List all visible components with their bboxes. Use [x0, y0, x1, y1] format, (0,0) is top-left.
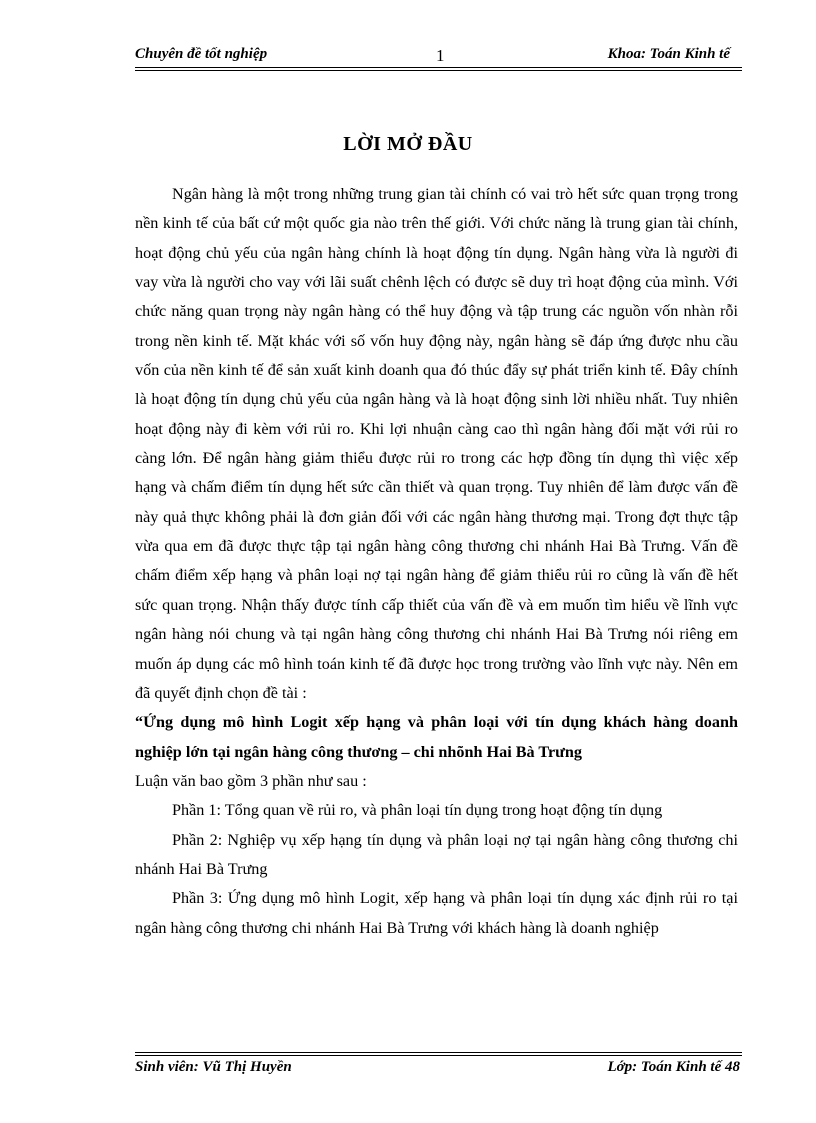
footer-student: Sinh viên: Vũ Thị Huyền — [135, 1059, 292, 1075]
footer-class: Lớp: Toán Kinh tế 48 — [607, 1059, 740, 1075]
header-divider-thin — [135, 70, 742, 71]
header-faculty: Khoa: Toán Kinh tế — [607, 46, 730, 62]
page-header — [135, 44, 742, 68]
part-2-description: Phần 2: Nghiệp vụ xếp hạng tín dụng và phân loại nợ tại ngân hàng công thương chi nhánh Hai Bà Trưng — [135, 830, 738, 878]
header-divider — [135, 67, 742, 68]
footer-divider-thin — [135, 1052, 742, 1053]
footer-divider — [135, 1055, 742, 1056]
structure-intro: Luận văn bao gồm 3 phần như sau : — [135, 771, 367, 790]
header-document-type: Chuyên đề tốt nghiệp — [135, 46, 268, 62]
intro-paragraph: Ngân hàng là một trong những trung gian tài chính có vai trò hết sức quan trọng trong nền kinh tế của bất cứ một quốc gia nào trên thế giới. Với chức năng là trung gian tài chính, hoạt động chủ yếu của ngân hàng chính là hoạt động tín dụng. Ngân hàng vừa là người đi vay vừa là người cho vay với lãi suất chênh lệch có được sẽ duy trì hoạt động của mình. Với chức năng quan trọng này ngân hàng có thể huy động và tập trung các nguồn vốn nhàn rỗi trong nền kinh tế. Mặt khác với số vốn huy động này, ngân hàng sẽ đáp ứng được nhu cầu vốn của nền kinh tế để sản xuất kinh doanh qua đó thúc đẩy sự phát triển kinh tế. Đây chính là hoạt động tín dụng chủ yếu của ngân hàng và là hoạt động sinh lời nhiều nhất. Tuy nhiên hoạt động này đi kèm với rủi ro. Khi lợi nhuận càng cao thì ngân hàng đối mặt với rủi ro càng lớn. Để ngân hàng giảm thiểu được rủi ro trong các hợp đồng tín dụng thì việc xếp hạng và chấm điểm tín dụng hết sức cần thiết và quan trọng. Tuy nhiên để làm được vấn đề này quả thực không phải là đơn giản đối với các ngân hàng thương mại. Trong đợt thực tập vừa qua em đã được thực tập tại ngân hàng công thương chi nhánh Hai Bà Trưng. Vấn đề chấm điểm xếp hạng và phân loại nợ tại ngân hàng để giảm thiểu rủi ro cũng là vấn đề hết sức quan trọng. Nhận thấy được tính cấp thiết của vấn đề và em muốn tìm hiểu về lĩnh vực ngân hàng nói chung và tại ngân hàng công thương chi nhánh Hai Bà Trưng nói riêng em muốn áp dụng các mô hình toán kinh tế đã được học trong trường vào lĩnh vực này. Nên em đã quyết định chọn đề tài : — [135, 185, 738, 702]
thesis-topic: “Ứng dụng mô hình Logit xếp hạng và phân loại với tín dụng khách hàng doanh nghiệp lớn tại ngân hàng công thương – chi nhõnh Hai Bà Trưng — [135, 713, 738, 761]
page-number: 1 — [436, 46, 445, 65]
part-1-description: Phần 1: Tổng quan về rủi ro, và phân loại tín dụng trong hoạt động tín dụng — [172, 801, 663, 820]
page-footer — [135, 1059, 742, 1083]
document-body — [135, 180, 738, 943]
part-3-description: Phần 3: Ứng dụng mô hình Logit, xếp hạng và phân loại tín dụng xác định rủi ro tại ngân hàng công thương chi nhánh Hai Bà Trưng với khách hàng là doanh nghiệp — [135, 889, 738, 937]
page-title: LỜI MỞ ĐẦU — [343, 133, 473, 155]
